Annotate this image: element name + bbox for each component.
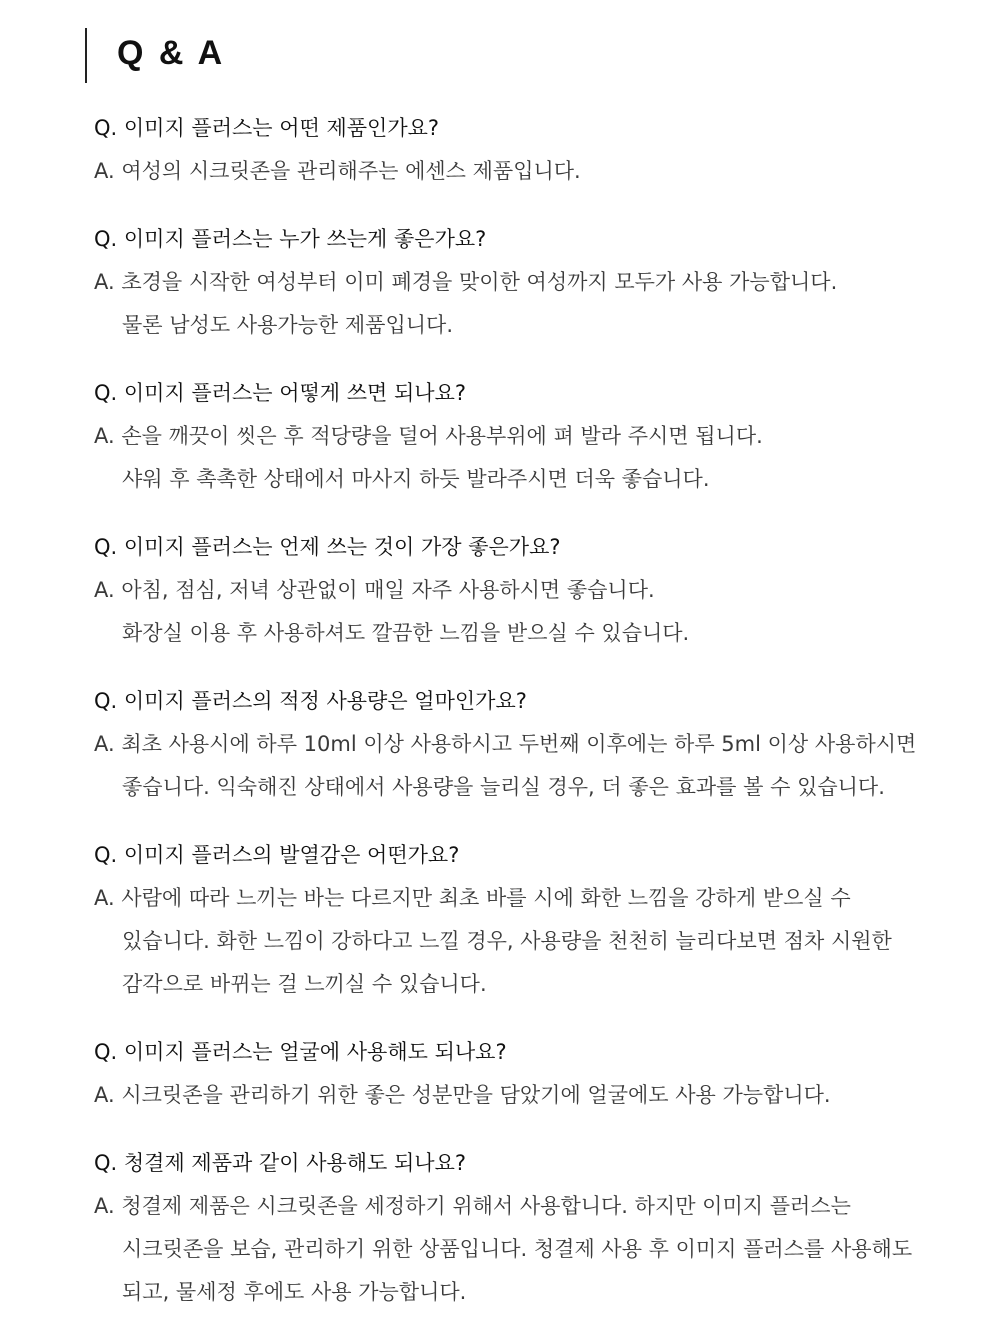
answer	[94, 415, 974, 501]
answer	[94, 261, 974, 347]
answer-line: 화장실 이용 후 사용하셔도 깔끔한 느낌을 받으실 수 있습니다.	[122, 621, 690, 645]
answer-line: 시크릿존을 보습, 관리하기 위한 상품입니다. 청결제 사용 후 이미지 플러스를 사용해도	[122, 1237, 913, 1261]
qa-item	[94, 106, 974, 193]
answer-line: 감각으로 바뀌는 걸 느끼실 수 있습니다.	[122, 972, 487, 996]
answer-line: 물론 남성도 사용가능한 제품입니다.	[122, 313, 453, 337]
answer-line: A. 초경을 시작한 여성부터 이미 폐경을 맞이한 여성까지 모두가 사용 가능합니다.	[94, 270, 838, 294]
answer	[94, 877, 974, 1006]
qa-item	[94, 525, 974, 655]
answer-line: 좋습니다. 익숙해진 상태에서 사용량을 늘리실 경우, 더 좋은 효과를 볼 수 있습니다.	[122, 775, 885, 799]
answer-line: A. 손을 깨끗이 씻은 후 적당량을 덜어 사용부위에 펴 발라 주시면 됩니다.	[94, 424, 763, 448]
question: Q. 이미지 플러스는 언제 쓰는 것이 가장 좋은가요?	[94, 535, 561, 559]
qa-item	[94, 1141, 974, 1314]
answer-line: 샤워 후 촉촉한 상태에서 마사지 하듯 발라주시면 더욱 좋습니다.	[122, 467, 710, 491]
answer	[94, 723, 974, 809]
answer-line: 있습니다. 화한 느낌이 강하다고 느낄 경우, 사용량을 천천히 늘리다보면 점차 시원한	[122, 929, 892, 953]
question: Q. 이미지 플러스의 적정 사용량은 얼마인가요?	[94, 689, 527, 713]
title-accent-bar	[85, 28, 87, 83]
answer-line: A. 최초 사용시에 하루 10ml 이상 사용하시고 두번째 이후에는 하루 5ml 이상 사용하시면	[94, 732, 917, 756]
qa-item	[94, 217, 974, 347]
answer	[94, 1074, 974, 1117]
question: Q. 이미지 플러스는 어떻게 쓰면 되나요?	[94, 381, 467, 405]
question: Q. 이미지 플러스의 발열감은 어떤가요?	[94, 843, 460, 867]
answer-line: A. 청결제 제품은 시크릿존을 세정하기 위해서 사용합니다. 하지만 이미지 플러스는	[94, 1194, 851, 1218]
question: Q. 이미지 플러스는 얼굴에 사용해도 되나요?	[94, 1040, 507, 1064]
answer-line: A. 사람에 따라 느끼는 바는 다르지만 최초 바를 시에 화한 느낌을 강하게 받으실 수	[94, 886, 851, 910]
qa-item	[94, 1030, 974, 1117]
qa-item	[94, 833, 974, 1006]
question: Q. 이미지 플러스는 누가 쓰는게 좋은가요?	[94, 227, 487, 251]
answer	[94, 569, 974, 655]
qa-list	[94, 106, 974, 1338]
page-title: Q & A	[117, 34, 226, 72]
answer	[94, 1185, 974, 1314]
answer-line: A. 아침, 점심, 저녁 상관없이 매일 자주 사용하시면 좋습니다.	[94, 578, 655, 602]
answer-line: A. 시크릿존을 관리하기 위한 좋은 성분만을 담았기에 얼굴에도 사용 가능합니다.	[94, 1083, 831, 1107]
answer-line: A. 여성의 시크릿존을 관리해주는 에센스 제품입니다.	[94, 159, 581, 183]
question: Q. 청결제 제품과 같이 사용해도 되나요?	[94, 1151, 467, 1175]
answer	[94, 150, 974, 193]
question: Q. 이미지 플러스는 어떤 제품인가요?	[94, 116, 440, 140]
answer-line: 되고, 물세정 후에도 사용 가능합니다.	[122, 1280, 467, 1304]
qa-item	[94, 371, 974, 501]
qa-item	[94, 679, 974, 809]
